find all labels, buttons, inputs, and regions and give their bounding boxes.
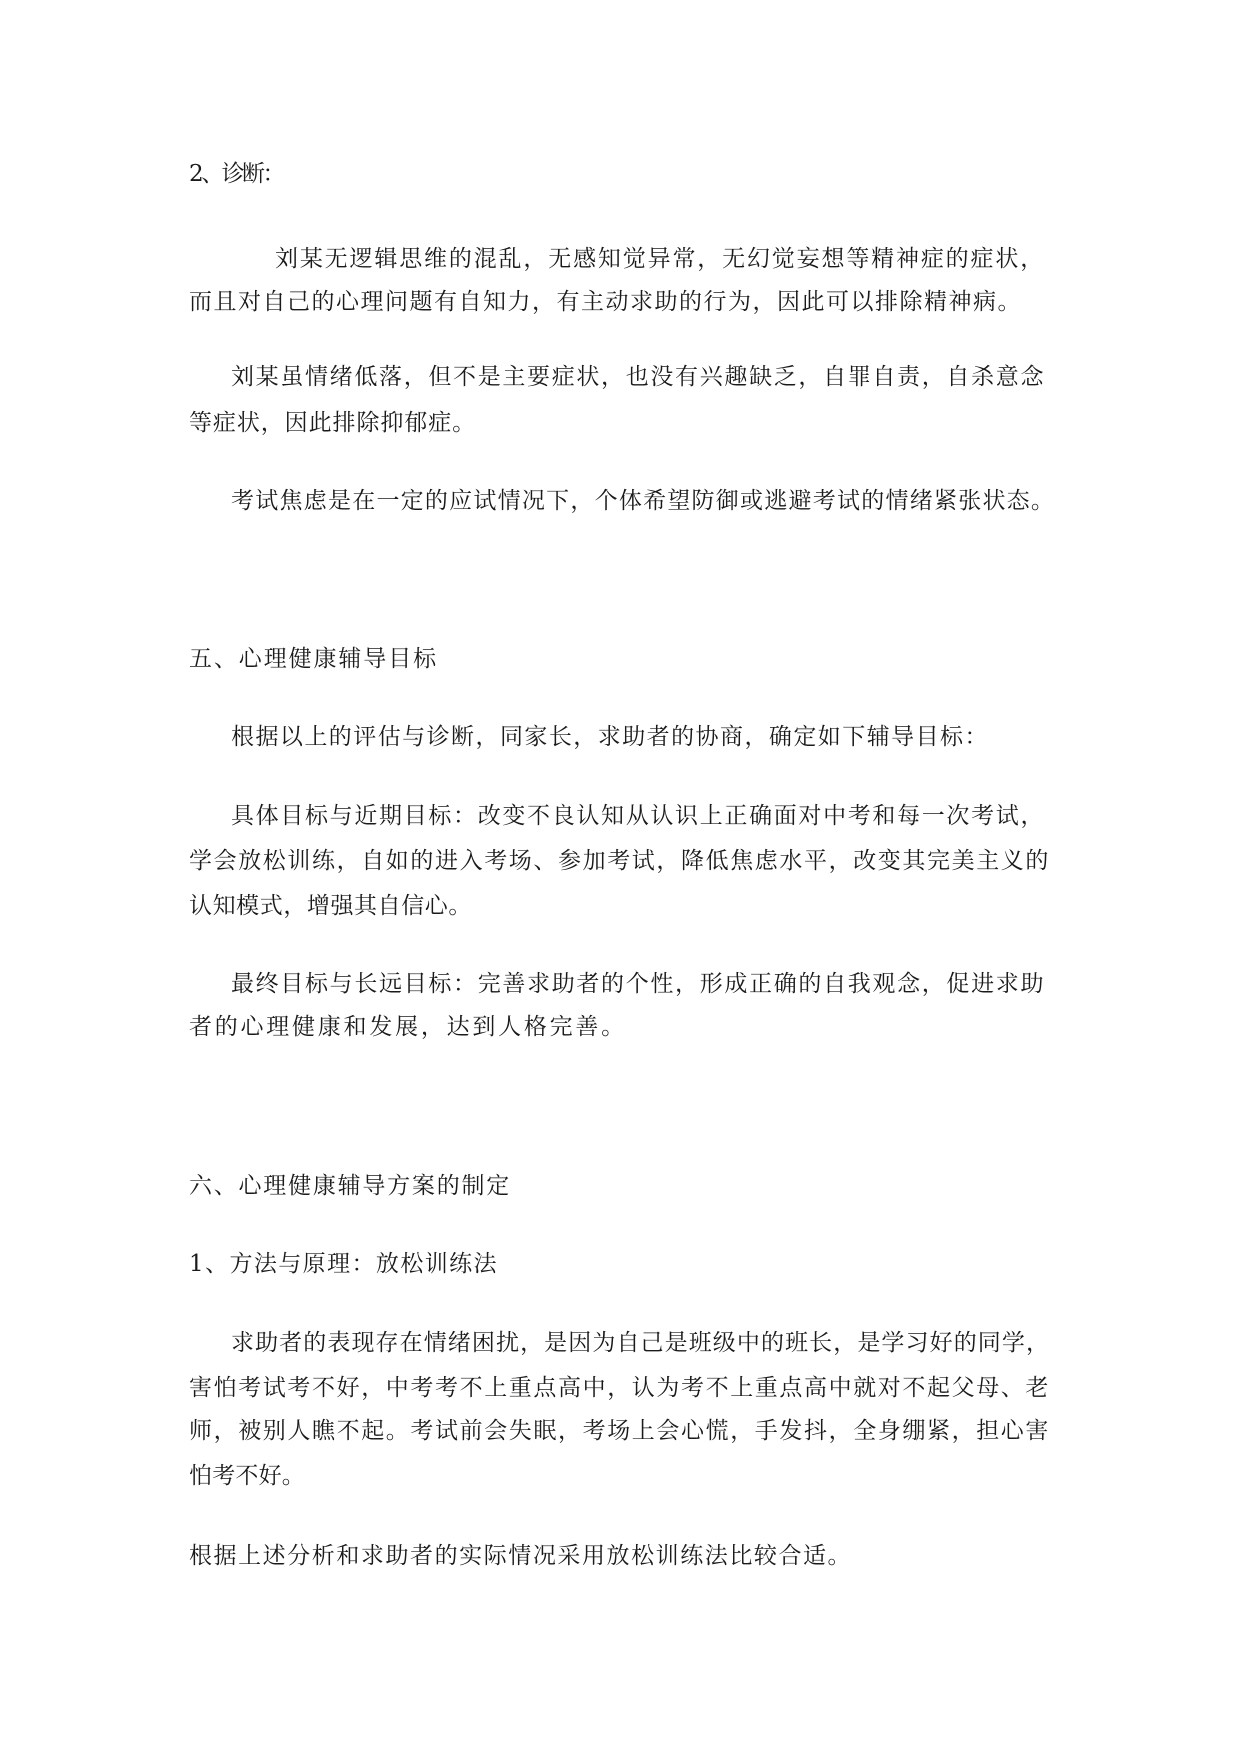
- section-heading-goals: 五、心理健康辅导目标: [189, 646, 438, 672]
- paragraph-line: 害怕考试考不好，中考考不上重点高中，认为考不上重点高中就对不起父母、老: [189, 1375, 1050, 1401]
- paragraph-line: 根据以上的评估与诊断，同家长，求助者的协商，确定如下辅导目标：: [231, 724, 989, 750]
- paragraph-line: 刘某虽情绪低落，但不是主要症状，也没有兴趣缺乏，自罪自责，自杀意念: [231, 364, 1046, 390]
- paragraph-line: 学会放松训练，自如的进入考场、参加考试，降低焦虑水平，改变其完美主义的: [189, 848, 1050, 874]
- paragraph-line: 考试焦虑是在一定的应试情况下，个体希望防御或逃避考试的情绪紧张状态。: [231, 488, 1056, 514]
- paragraph-line: 而且对自己的心理问题有自知力，有主动求助的行为，因此可以排除精神病。: [189, 289, 1022, 315]
- section-heading-diagnosis: 2、诊断：: [189, 161, 283, 187]
- section-heading-plan: 六、心理健康辅导方案的制定: [189, 1173, 512, 1199]
- paragraph-line: 根据上述分析和求助者的实际情况采用放松训练法比较合适。: [189, 1543, 853, 1569]
- paragraph-line: 师，被别人瞧不起。考试前会失眠，考场上会心慌，手发抖，全身绷紧，担心害: [189, 1418, 1050, 1444]
- paragraph-line: 求助者的表现存在情绪困扰，是因为自己是班级中的班长，是学习好的同学，: [231, 1330, 1051, 1356]
- paragraph-line: 具体目标与近期目标：改变不良认知从认识上正确面对中考和每一次考试，: [231, 803, 1046, 829]
- paragraph-line: 等症状，因此排除抑郁症。: [189, 410, 477, 436]
- subsection-heading-method: 1、方法与原理：放松训练法: [189, 1251, 498, 1277]
- paragraph-line: 刘某无逻辑思维的混乱，无感知觉异常，无幻觉妄想等精神症的症状，: [275, 246, 1046, 272]
- paragraph-line: 最终目标与长远目标：完善求助者的个性，形成正确的自我观念，促进求助: [231, 971, 1046, 997]
- paragraph-line: 认知模式，增强其自信心。: [189, 893, 472, 919]
- paragraph-line: 怕考不好。: [189, 1463, 305, 1489]
- paragraph-line: 者的心理健康和发展，达到人格完善。: [189, 1014, 627, 1040]
